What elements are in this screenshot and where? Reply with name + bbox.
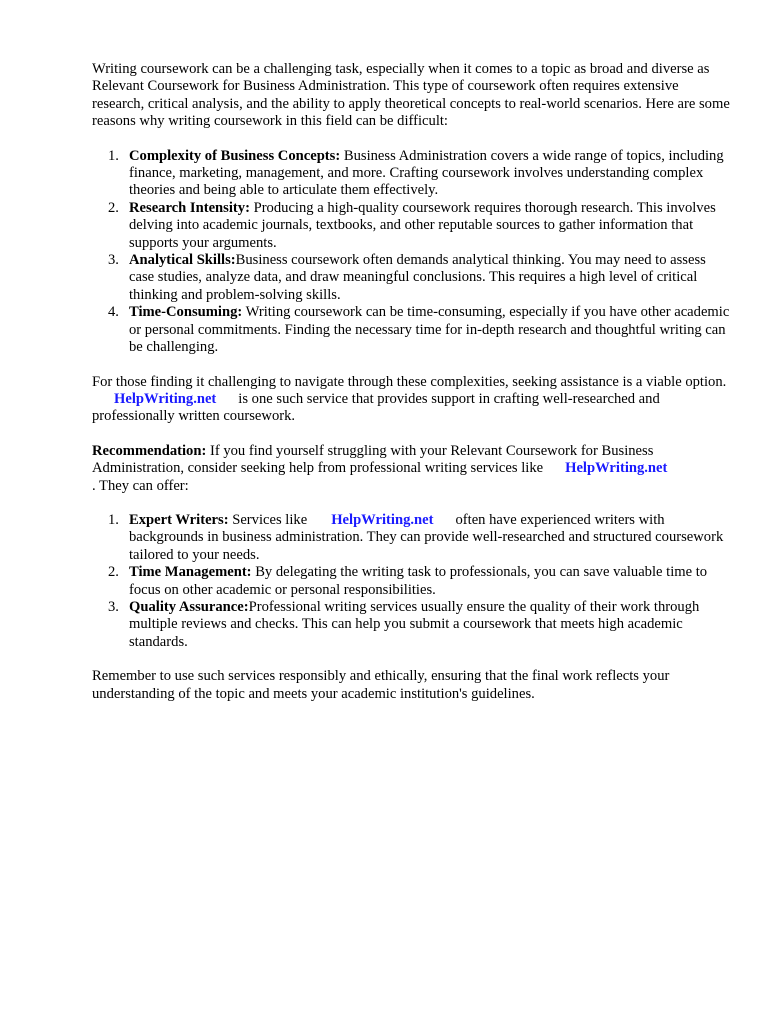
list-number: 3. xyxy=(108,252,119,269)
intro-paragraph: Writing coursework can be a challenging task, especially when it comes to a topic as broad and diverse as Relevant Coursework for Business Administration. This type of coursework often requires extensive research, critical analysis, and the ability to apply theoretical concepts to real-world scenarios. Here are some reasons why writing coursework in this field can be difficult: xyxy=(92,61,730,130)
item-title: Quality Assurance: xyxy=(129,598,249,615)
list-number: 2. xyxy=(108,199,119,216)
item-text: Business coursework often demands analytical thinking. You may need to assess case studies, analyze data, and draw meaningful conclusions. This requires a high level of critical thinking and problem-solving skills. xyxy=(129,252,706,303)
item-text: Producing a high-quality coursework requires thorough research. This involves delving into academic journals, textbooks, and other reputable sources to gather information that supports your arguments. xyxy=(129,199,716,251)
list-item xyxy=(92,200,732,252)
assistance-paragraph xyxy=(92,374,732,426)
list-item xyxy=(92,148,732,200)
closing-paragraph: Remember to use such services responsibly and ethically, ensuring that the final work reflects your understanding of the topic and meets your academic institution's guidelines. xyxy=(92,668,670,702)
list-number: 3. xyxy=(108,598,119,615)
list-item xyxy=(92,599,732,651)
item-title: Research Intensity: xyxy=(129,199,250,216)
item-title: Expert Writers: xyxy=(129,511,229,528)
list-number: 1. xyxy=(108,511,119,528)
helpwriting-link[interactable]: HelpWriting.net xyxy=(331,511,434,528)
assistance-text: For those finding it challenging to navigate through these complexities, seeking assistance is a viable option. xyxy=(92,373,727,390)
helpwriting-link[interactable]: HelpWriting.net xyxy=(114,390,217,407)
item-text: Professional writing services usually ensure the quality of their work through multiple reviews and checks. This can help you submit a coursework that meets high academic standards. xyxy=(129,598,700,650)
item-text: often have experienced writers with backgrounds in business administration. They can provide well-researched and structured coursework tailored to your needs. xyxy=(129,511,724,563)
document-page xyxy=(92,61,732,720)
recommendation-label: Recommendation: xyxy=(92,442,207,459)
list-number: 4. xyxy=(108,304,119,321)
benefits-list xyxy=(92,512,732,651)
helpwriting-link[interactable]: HelpWriting.net xyxy=(565,460,668,477)
list-number: 1. xyxy=(108,147,119,164)
item-title: Analytical Skills: xyxy=(129,252,236,269)
assistance-text-after: is one such service that provides support in crafting well-researched and professionally written coursework. xyxy=(92,390,660,425)
reasons-list xyxy=(92,148,732,357)
list-item xyxy=(92,304,732,356)
recommendation-text: If you find yourself struggling with your Relevant Coursework for Business Administration, consider seeking help from professional writing services like xyxy=(92,442,654,477)
item-title: Time-Consuming: xyxy=(129,304,243,321)
item-title: Time Management: xyxy=(129,564,252,581)
item-text: Business Administration covers a wide range of topics, including finance, marketing, management, and more. Crafting coursework involves understanding complex theories and being able to articulate them effectively. xyxy=(129,147,724,199)
item-title: Complexity of Business Concepts: xyxy=(129,147,341,164)
recommendation-paragraph xyxy=(92,443,732,495)
list-item xyxy=(92,512,732,564)
item-text: Services like xyxy=(228,511,308,528)
list-number: 2. xyxy=(108,564,119,581)
list-item xyxy=(92,252,732,304)
list-item xyxy=(92,564,732,599)
recommendation-after: . They can offer: xyxy=(92,477,189,494)
item-text: By delegating the writing task to professionals, you can save valuable time to focus on other academic or personal responsibilities. xyxy=(129,564,708,598)
item-text: Writing coursework can be time-consuming, especially if you have other academic or personal commitments. Finding the necessary time for in-depth research and thoughtful writing can be challenging. xyxy=(129,304,730,356)
